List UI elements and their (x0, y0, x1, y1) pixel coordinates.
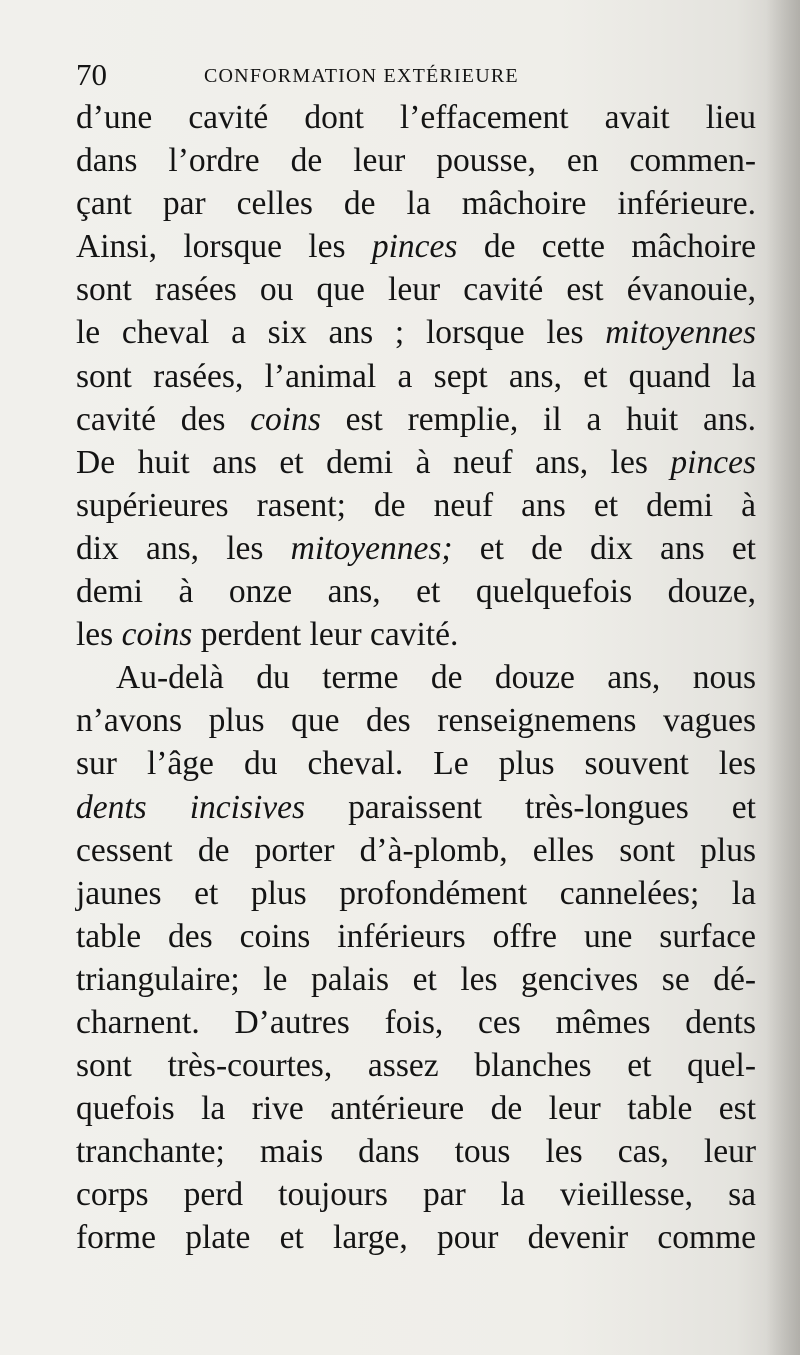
text-line (76, 225, 756, 268)
text-line (76, 1216, 756, 1259)
text-segment: sont rasées ou que leur cavité est évanouie, (76, 271, 756, 309)
text-segment: supérieures rasent; de neuf ans et demi à (76, 486, 756, 524)
text-line (76, 1130, 756, 1173)
text-segment: charnent. D’autres fois, ces mêmes dents (76, 1003, 756, 1041)
text-line (76, 570, 756, 613)
italic-text: mitoyennes; (290, 529, 453, 567)
text-segment: Ainsi, lorsque les (76, 228, 372, 266)
text-segment: n’avons plus que des renseignemens vagues (76, 702, 756, 740)
text-line (76, 786, 756, 829)
running-head: CONFORMATION EXTÉRIEURE (204, 65, 519, 87)
text-line (76, 355, 756, 398)
text-segment: est remplie, il a huit ans. (320, 400, 756, 438)
text-line (76, 872, 756, 915)
text-line (76, 958, 756, 1001)
page-header (76, 58, 636, 92)
page-edge-shadow (766, 0, 800, 1355)
text-segment: tranchante; mais dans tous les cas, leur (76, 1133, 756, 1171)
text-segment: dans l’ordre de leur pousse, en commen- (76, 142, 756, 180)
text-line (76, 742, 756, 785)
text-line (76, 829, 756, 872)
text-line (76, 441, 756, 484)
text-segment: triangulaire; le palais et les gencives se dé- (76, 960, 756, 998)
text-segment: dix ans, les (76, 529, 291, 567)
text-segment: sur l’âge du cheval. Le plus souvent les (76, 745, 756, 783)
italic-text: pinces (371, 228, 458, 266)
text-segment: forme plate et large, pour devenir comme (76, 1219, 756, 1257)
text-segment: jaunes et plus profondément cannelées; la (76, 874, 756, 912)
text-line (76, 915, 756, 958)
italic-text: dents incisives (76, 788, 306, 826)
text-line (76, 527, 756, 570)
italic-text: coins (250, 400, 321, 438)
text-segment: table des coins inférieurs offre une surface (76, 917, 756, 955)
text-segment: et de dix ans et (452, 529, 756, 567)
text-line (76, 1173, 756, 1216)
italic-text: coins (121, 616, 193, 654)
text-segment: demi à onze ans, et quelquefois douze, (76, 573, 756, 611)
text-segment: perdent leur cavité. (192, 616, 459, 654)
text-line (76, 1087, 756, 1130)
text-line (76, 613, 756, 656)
text-segment: corps perd toujours par la vieillesse, sa (76, 1176, 756, 1214)
text-line (76, 398, 756, 441)
text-segment: le cheval a six ans ; lorsque les (76, 314, 606, 352)
text-line (76, 656, 756, 699)
text-segment: Au-delà du terme de douze ans, nous (116, 659, 756, 697)
text-line (76, 484, 756, 527)
text-segment: cessent de porter d’à-plomb, elles sont plus (76, 831, 756, 869)
text-segment: d’une cavité dont l’effacement avait lieu (76, 99, 756, 136)
text-line (76, 699, 756, 742)
italic-text: mitoyennes (605, 314, 756, 352)
text-line (76, 1001, 756, 1044)
text-segment: les (76, 616, 122, 654)
text-segment: de cette mâchoire (457, 228, 756, 266)
text-line (76, 311, 756, 354)
body-text (76, 96, 756, 1260)
text-line (76, 182, 756, 225)
text-segment: çant par celles de la mâchoire inférieure. (76, 185, 756, 223)
text-segment: quefois la rive antérieure de leur table est (76, 1090, 756, 1128)
text-segment: cavité des (76, 400, 251, 438)
text-segment: sont rasées, l’animal a sept ans, et quand la (76, 357, 756, 395)
text-line (76, 139, 756, 182)
text-line (76, 96, 756, 139)
text-segment: De huit ans et demi à neuf ans, les (76, 443, 671, 481)
text-segment: sont très-courtes, assez blanches et quel- (76, 1047, 756, 1085)
text-line (76, 268, 756, 311)
text-line (76, 1044, 756, 1087)
page-number: 70 (76, 57, 107, 92)
italic-text: pinces (670, 443, 756, 481)
text-segment: paraissent très-longues et (305, 788, 756, 826)
